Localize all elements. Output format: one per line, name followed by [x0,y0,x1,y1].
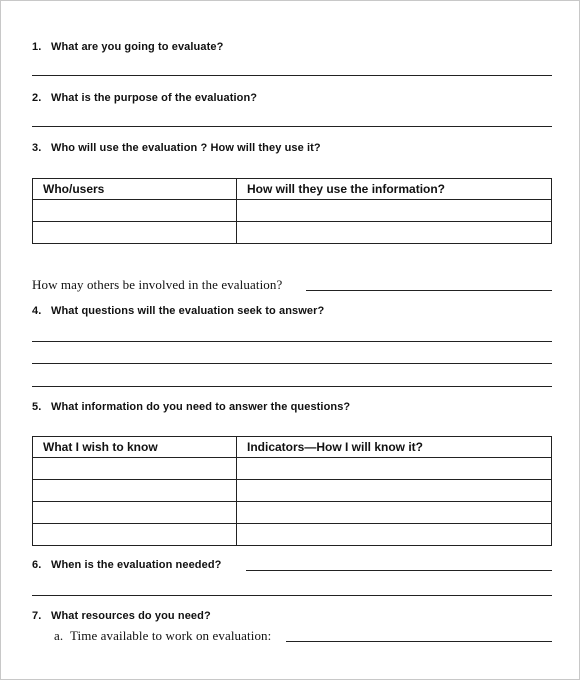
table-row [33,458,552,480]
table-row [33,502,552,524]
question-text: Who will use the evaluation ? How will they use it? [51,142,321,154]
table-cell[interactable] [33,200,237,222]
question-number: 7. [32,610,42,622]
table-cell[interactable] [237,458,552,480]
table-header-row [33,437,552,458]
table-cell[interactable] [237,222,552,244]
table-cell[interactable] [237,524,552,546]
answer-line-6b[interactable] [32,595,552,596]
question-1 [32,41,223,53]
table-cell[interactable] [237,480,552,502]
others-involved-prompt: How may others be involved in the evaluation? [32,277,283,292]
others-involved-answer-line[interactable] [306,290,552,291]
table-cell[interactable] [33,222,237,244]
answer-line-6[interactable] [246,570,552,571]
table-row [33,200,552,222]
column-header-usage: How will they use the information? [237,179,552,200]
table-cell[interactable] [237,200,552,222]
table-row [33,222,552,244]
question-text: When is the evaluation needed? [51,559,222,571]
question-number: 4. [32,305,42,317]
answer-line-4c[interactable] [32,386,552,387]
table-cell[interactable] [237,502,552,524]
question-number: 5. [32,401,42,413]
question-2 [32,92,257,104]
question-7 [32,610,211,622]
sub-question-text: Time available to work on evaluation: [69,628,272,643]
question-text: What is the purpose of the evaluation? [51,92,258,104]
answer-line-4b[interactable] [32,363,552,364]
question-3 [32,142,321,154]
question-6 [32,559,221,571]
indicators-table [32,436,552,546]
users-table [32,178,552,244]
table-cell[interactable] [33,524,237,546]
question-7a [54,628,271,644]
sub-question-label: a. [54,628,64,643]
answer-line-2[interactable] [32,126,552,127]
question-text: What information do you need to answer the questions? [51,401,351,413]
question-text: What resources do you need? [51,610,211,622]
column-header-users: Who/users [33,179,237,200]
table-cell[interactable] [33,502,237,524]
question-4 [32,305,324,317]
answer-line-4a[interactable] [32,341,552,342]
answer-line-1[interactable] [32,75,552,76]
table-cell[interactable] [33,458,237,480]
table-cell[interactable] [33,480,237,502]
column-header-wish: What I wish to know [33,437,237,458]
table-row [33,524,552,546]
answer-line-7a[interactable] [286,641,552,642]
question-number: 6. [32,559,42,571]
question-5 [32,401,350,413]
question-number: 2. [32,92,42,104]
table-header-row [33,179,552,200]
question-number: 1. [32,41,42,53]
question-text: What are you going to evaluate? [51,41,224,53]
table-row [33,480,552,502]
question-text: What questions will the evaluation seek to answer? [51,305,325,317]
question-number: 3. [32,142,42,154]
column-header-indicators: Indicators—How I will know it? [237,437,552,458]
